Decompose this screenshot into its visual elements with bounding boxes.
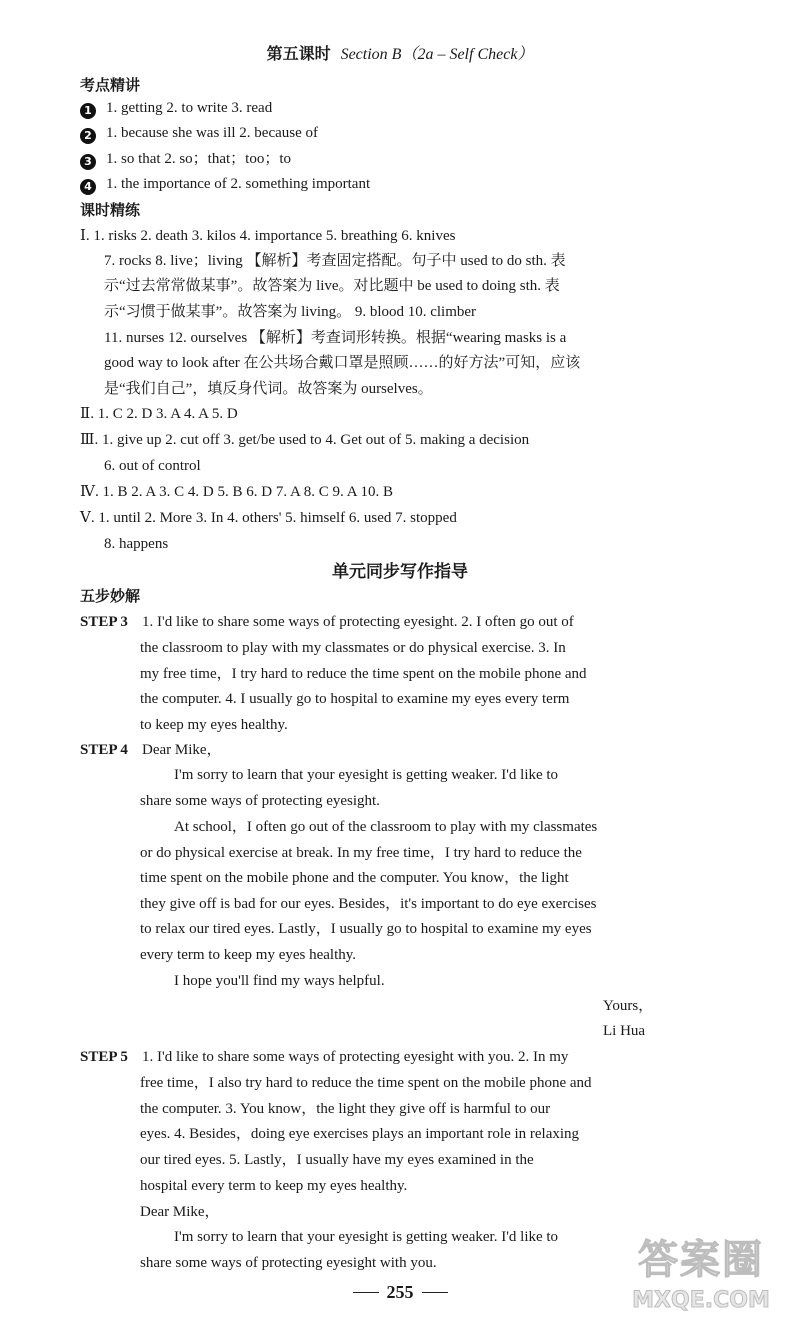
- step3-line: the computer. 4. I usually go to hospital to examine my eyes every term: [140, 691, 570, 707]
- letter-greeting: Dear Mike，: [142, 742, 222, 758]
- step3-line: to keep my eyes healthy.: [140, 717, 288, 733]
- practice-line: 7. rocks 8. live；living 【解析】考查固定搭配。句子中 used to do sth. 表: [104, 253, 566, 269]
- number-badge: 3: [80, 154, 96, 170]
- key-point-row: [80, 98, 272, 119]
- practice-line: 示“习惯于做某事”。故答案为 living。 9. blood 10. climber: [104, 304, 477, 320]
- practice-line: 6. out of control: [104, 458, 201, 474]
- writing-guide-heading: 单元同步写作指导: [332, 562, 468, 581]
- dash-left: [353, 1292, 379, 1293]
- step5-line: our tired eyes. 5. Lastly，I usually have my eyes examined in the: [140, 1152, 534, 1168]
- letter-line: or do physical exercise at break. In my free time，I try hard to reduce the: [140, 845, 582, 861]
- lesson-title-cn: 第五课时: [266, 46, 331, 63]
- letter-line: I hope you'll find my ways helpful.: [174, 973, 385, 989]
- step3-line: 1. I'd like to share some ways of protecting eyesight. 2. I often go out of: [142, 614, 574, 630]
- lesson-title: [0, 44, 800, 66]
- practice-line: good way to look after 在公共场合戴口罩是照顾……的好方法”可知，应该: [104, 355, 581, 371]
- practice-line: Ⅳ. 1. B 2. A 3. C 4. D 5. B 6. D 7. A 8. C 9. A 10. B: [80, 484, 393, 500]
- letter-line: to relax our tired eyes. Lastly，I usually go to hospital to examine my eyes: [140, 921, 592, 937]
- step5-line: I'm sorry to learn that your eyesight is getting weaker. I'd like to: [174, 1229, 559, 1245]
- step5-greeting: Dear Mike，: [140, 1204, 220, 1220]
- letter-line: they give off is bad for our eyes. Besides，it's important to do eye exercises: [140, 896, 597, 912]
- step3-label: STEP 3: [80, 614, 128, 630]
- key-point-row: [80, 149, 291, 170]
- letter-line: I'm sorry to learn that your eyesight is getting weaker. I'd like to: [174, 767, 559, 783]
- number-badge: 2: [80, 128, 96, 144]
- key-point-text: 1. the importance of 2. something important: [106, 176, 371, 192]
- practice-line: Ⅰ. 1. risks 2. death 3. kilos 4. importance 5. breathing 6. knives: [80, 228, 456, 244]
- section-heading-practice: 课时精练: [80, 203, 141, 219]
- step3-line: the classroom to play with my classmates or do physical exercise. 3. In: [140, 640, 566, 656]
- key-point-text: 1. because she was ill 2. because of: [106, 125, 319, 141]
- step4-label: STEP 4: [80, 742, 128, 758]
- key-point-text: 1. so that 2. so；that；too；to: [106, 151, 291, 167]
- key-point-row: [80, 123, 318, 144]
- dash-right: [422, 1292, 448, 1293]
- step5-line: the computer. 3. You know，the light they give off is harmful to our: [140, 1101, 551, 1117]
- letter-line: time spent on the mobile phone and the computer. You know，the light: [140, 870, 569, 886]
- practice-line: 8. happens: [104, 536, 169, 552]
- letter-line: At school，I often go out of the classroom to play with my classmates: [174, 819, 598, 835]
- watermark-text: 答案圈: [638, 1237, 764, 1283]
- step5-label: STEP 5: [80, 1049, 128, 1065]
- section-heading-key-points: 考点精讲: [80, 78, 141, 94]
- letter-line: every term to keep my eyes healthy.: [140, 947, 357, 963]
- practice-line: 示“过去常常做某事”。故答案为 live。对比题中 be used to doing sth. 表: [104, 278, 560, 294]
- five-steps-heading: 五步妙解: [80, 589, 141, 605]
- step5-line: hospital every term to keep my eyes healthy.: [140, 1178, 408, 1194]
- letter-closing: Yours，: [603, 998, 654, 1014]
- step3-line: my free time，I try hard to reduce the time spent on the mobile phone and: [140, 666, 587, 682]
- number-badge: 4: [80, 179, 96, 195]
- step5-line: share some ways of protecting eyesight with you.: [140, 1255, 437, 1271]
- letter-line: share some ways of protecting eyesight.: [140, 793, 380, 809]
- practice-line: Ⅱ. 1. C 2. D 3. A 4. A 5. D: [80, 406, 238, 422]
- lesson-title-en: Section B（2a – Self Check）: [340, 46, 534, 63]
- step5-line: free time，I also try hard to reduce the time spent on the mobile phone and: [140, 1075, 592, 1091]
- watermark-logo: [626, 1228, 776, 1323]
- key-point-row: [80, 174, 370, 195]
- page-number-text: 255: [386, 1282, 414, 1302]
- key-point-text: 1. getting 2. to write 3. read: [106, 100, 273, 116]
- step5-line: eyes. 4. Besides，doing eye exercises plays an important role in relaxing: [140, 1126, 580, 1142]
- practice-line: 是“我们自己”，填反身代词。故答案为 ourselves。: [104, 381, 433, 397]
- watermark-url: MXQE.COM: [632, 1288, 770, 1313]
- practice-line: Ⅲ. 1. give up 2. cut off 3. get/be used to 4. Get out of 5. making a decision: [80, 432, 530, 448]
- practice-line: 11. nurses 12. ourselves 【解析】考查词形转换。根据“wearing masks is a: [104, 330, 567, 346]
- number-badge: 1: [80, 103, 96, 119]
- practice-line: Ⅴ. 1. until 2. More 3. In 4. others' 5. himself 6. used 7. stopped: [80, 510, 457, 526]
- letter-signature: Li Hua: [603, 1023, 646, 1039]
- step5-line: 1. I'd like to share some ways of protecting eyesight with you. 2. In my: [142, 1049, 569, 1065]
